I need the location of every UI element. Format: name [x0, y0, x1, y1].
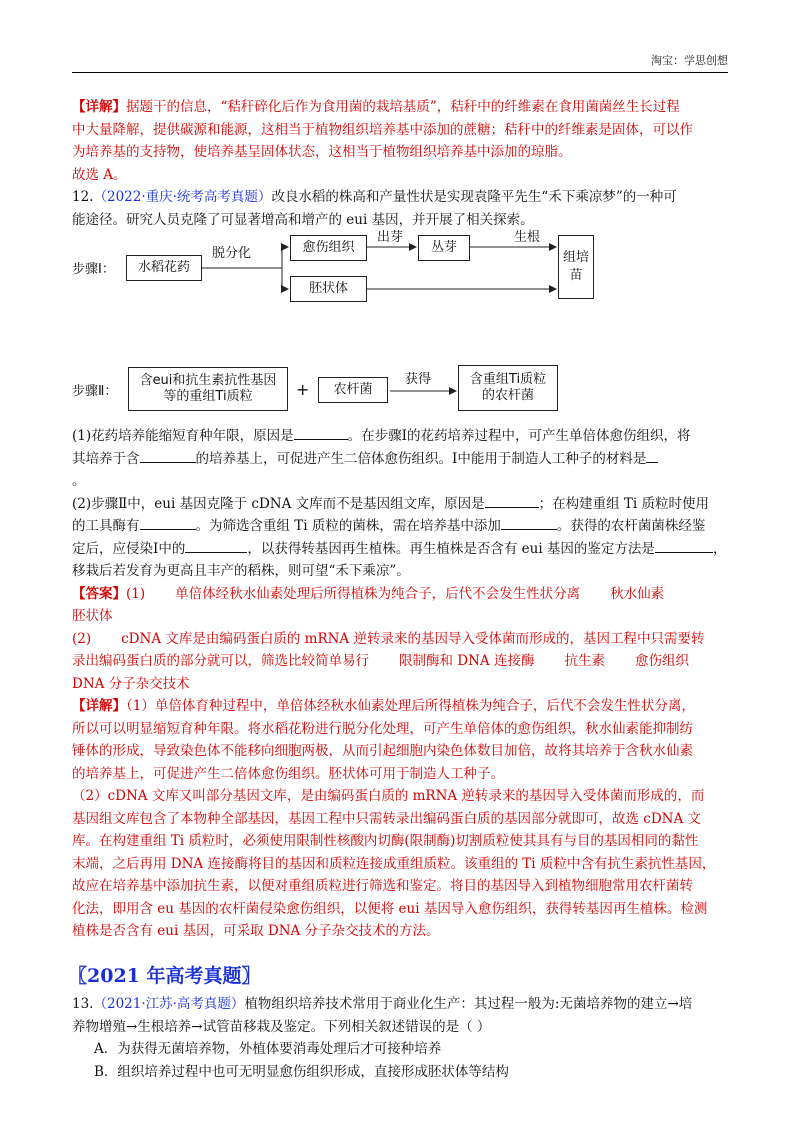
- agrobacterium-box: 农杆菌: [318, 377, 388, 403]
- obtain-label: 获得: [405, 372, 432, 387]
- q12-sub1-line-1: (1)花药培养能缩短育种年限，原因是 。在步骤Ⅰ的花药培养过程中，可产生单倍体愈伤组织，将: [72, 425, 728, 448]
- q13-option-a: A．为获得无菌培养物，外植体要消毒处理后才可接种培养: [94, 1041, 442, 1057]
- section-title: 〖2021 年高考真题〗: [68, 964, 261, 987]
- q13-stem-line-1: 13.（2021·江苏·高考真题）植物组织培养技术常用于商业化生产：其过程一般为:无菌培养物的建立→培: [72, 996, 693, 1012]
- shoot-label: 出芽: [377, 230, 404, 245]
- q12-detail-line-9: 故应在培养基中添加抗生素，以便对重组质粒进行筛选和鉴定。将目的基因导入到植物细胞常用农杆菌转: [72, 878, 693, 894]
- answer-blank: [140, 448, 196, 463]
- answer-tag: 【答案】: [72, 585, 126, 602]
- embryoid-box: 胚状体: [290, 276, 367, 302]
- q13-stem-line-2: 养物增殖→生根培养→试管苗移栽及鉴定。下列相关叙述错误的是（ ）: [72, 1018, 491, 1035]
- q12-detail-line-11: 植株是否含有 eui 基因，可采取 DNA 分子杂交技术的方法。: [72, 923, 440, 939]
- q11-detail-line-3: 为培养基的支持物，使培养基呈固体状态，这相当于植物组织培养基中添加的琼脂。: [72, 144, 572, 160]
- plantlet-box: 组培苗: [558, 235, 594, 299]
- q12-detail-line-1: 【详解】（1）单倍体育种过程中，单倍体经秋水仙素处理后所得植株为纯合子，后代不会发生性状分离，: [72, 698, 695, 714]
- q12-answer-line-2: 胚状体: [72, 608, 113, 624]
- q12-answer-line-3: (2) cDNA 文库是由编码蛋白质的 mRNA 逆转录来的基因导入受体菌而形成的，基因工程中只需要转: [72, 630, 705, 647]
- q12-detail-line-7: 库。在构建重组 Ti 质粒时，必须使用限制性核酸内切酶(限制酶)切割质粒使其具有与目的基因相同的黏性: [72, 833, 699, 849]
- q12-sub2-line-1: (2)步骤Ⅱ中，eui 基因克隆于 cDNA 文库而不是基因组文库，原因是 ；在构建重组 Ti 质粒时使用: [72, 493, 728, 516]
- anther-box: 水稻花药: [126, 255, 202, 281]
- q12-answer-line-1: 【答案】(1) 单倍体经秋水仙素处理后所得植株为纯合子，后代不会发生性状分离 秋水仙素: [72, 585, 665, 602]
- answer-blank: [501, 515, 557, 530]
- q12-sub2-line-2: 的工具酶有 。为筛选含重组 Ti 质粒的菌株，需在培养基中添加 。获得的农杆菌菌株经鉴: [72, 515, 728, 538]
- q11-detail-line-1: 【详解】据题干的信息，“秸秆碎化后作为食用菌的栽培基质”，秸秆中的纤维素在食用菌菌丝生长过程: [72, 99, 680, 115]
- q12-detail-line-4: 的培养基上，可促进产生二倍体愈伤组织。胚状体可用于制造人工种子。: [72, 765, 504, 782]
- q11-answer: 故选 A。: [72, 166, 127, 183]
- answer-blank: [655, 538, 713, 553]
- plasmid-box: 含eui和抗生素抗性基因等的重组Ti质粒: [128, 367, 288, 411]
- q12-stem-line-2: 能途径。研究人员克隆了可显著增高和增产的 eui 基因，并开展了相关探索。: [72, 211, 534, 228]
- q12-detail-line-6: 基因组文库包含了本物种全部基因，基因工程中只需转录出编码蛋白质的基因部分就即可，故选 cDNA 文: [72, 810, 702, 827]
- q12-detail-line-8: 末端，之后再用 DNA 连接酶将目的基因和质粒连接成重组质粒。该重组的 Ti 质粒中含有抗生素抗性基因，: [72, 855, 716, 872]
- step1-label: 步骤Ⅰ：: [72, 262, 115, 277]
- question-source: （2021·江苏·高考真题）: [93, 996, 245, 1012]
- page-content: [68, 96, 728, 1083]
- q12-detail-line-3: 锤体的形成，导致染色体不能移向细胞两极，从而引起细胞内染色体数目加倍，故将其培养于含秋水仙素: [72, 743, 693, 759]
- q12-sub1-line-3: 。: [72, 473, 86, 489]
- q12-detail-line-2: 所以可以明显缩短育种年限。将水稻花粉进行脱分化处理，可产生单倍体的愈伤组织，秋水仙素能抑制纺: [72, 720, 693, 737]
- callus-box: 愈伤组织: [290, 235, 367, 261]
- q13-option-b: B．组织培养过程中也可无明显愈伤组织形成，直接形成胚状体等结构: [94, 1063, 509, 1080]
- q12-sub2-line-4: 移栽后若发育为更高且丰产的稻株，则可望“禾下乘凉”。: [72, 563, 410, 579]
- step2-label: 步骤Ⅱ：: [72, 384, 118, 399]
- detail-tag: 【详解】: [72, 698, 126, 714]
- root-label: 生根: [514, 230, 541, 245]
- answer-blank: [646, 448, 658, 463]
- answer-blank: [485, 493, 539, 508]
- answer-blank: [185, 538, 247, 553]
- header-divider: [72, 72, 728, 73]
- q12-detail-line-5: （2）cDNA 文库又叫部分基因文库，是由编码蛋白质的 mRNA 逆转录来的基因导入受体菌而形成的，而: [72, 788, 705, 804]
- dedifferentiation-label: 脱分化: [212, 246, 252, 261]
- question-number: 13.: [72, 996, 94, 1012]
- flow-diagram-step2: [72, 363, 728, 419]
- flow-diagram-step1: [72, 230, 728, 357]
- q12-stem-line-1: 12.（2022·重庆·统考高考真题）改良水稻的株高和产量性状是实现袁隆平先生“禾下乘凉梦”的一种可: [72, 189, 677, 205]
- answer-blank: [294, 425, 348, 440]
- shoots-box: 丛芽: [418, 235, 470, 261]
- q12-answer-line-5: DNA 分子杂交技术: [72, 675, 190, 692]
- answer-blank: [140, 515, 196, 530]
- question-source: （2022·重庆·统考高考真题）: [93, 189, 272, 205]
- question-number: 12.: [72, 189, 94, 205]
- plus-sign: +: [296, 380, 310, 399]
- detail-tag: 【详解】: [72, 99, 126, 115]
- q12-sub1-line-2: 其培养于含 的培养基上，可促进产生二倍体愈伤组织。Ⅰ中能用于制造人工种子的材料是: [72, 448, 728, 471]
- q12-answer-line-4: 录出编码蛋白质的部分就可以，筛选比较简单易行 限制酶和 DNA 连接酶 抗生素 愈伤组织: [72, 653, 689, 669]
- page-header: 淘宝：学思创想: [651, 54, 728, 67]
- q12-detail-line-10: 化法，即用含 eu 基因的农杆菌侵染愈伤组织，以便将 eui 基因导入愈伤组织，获得转基因再生植株。检测: [72, 900, 708, 917]
- q12-sub2-line-3: 定后，应侵染Ⅰ中的 ，以获得转基因再生植株。再生植株是否含有 eui 基因的鉴定方法是 ，: [72, 538, 728, 561]
- agro-result-box: 含重组Ti质粒的农杆菌: [458, 365, 558, 411]
- flow-arrows: [72, 235, 728, 357]
- q11-detail-line-2: 中大量降解，提供碳源和能源，这相当于植物组织培养基中添加的蔗糖；秸秆中的纤维素是固体，可以作: [72, 121, 693, 138]
